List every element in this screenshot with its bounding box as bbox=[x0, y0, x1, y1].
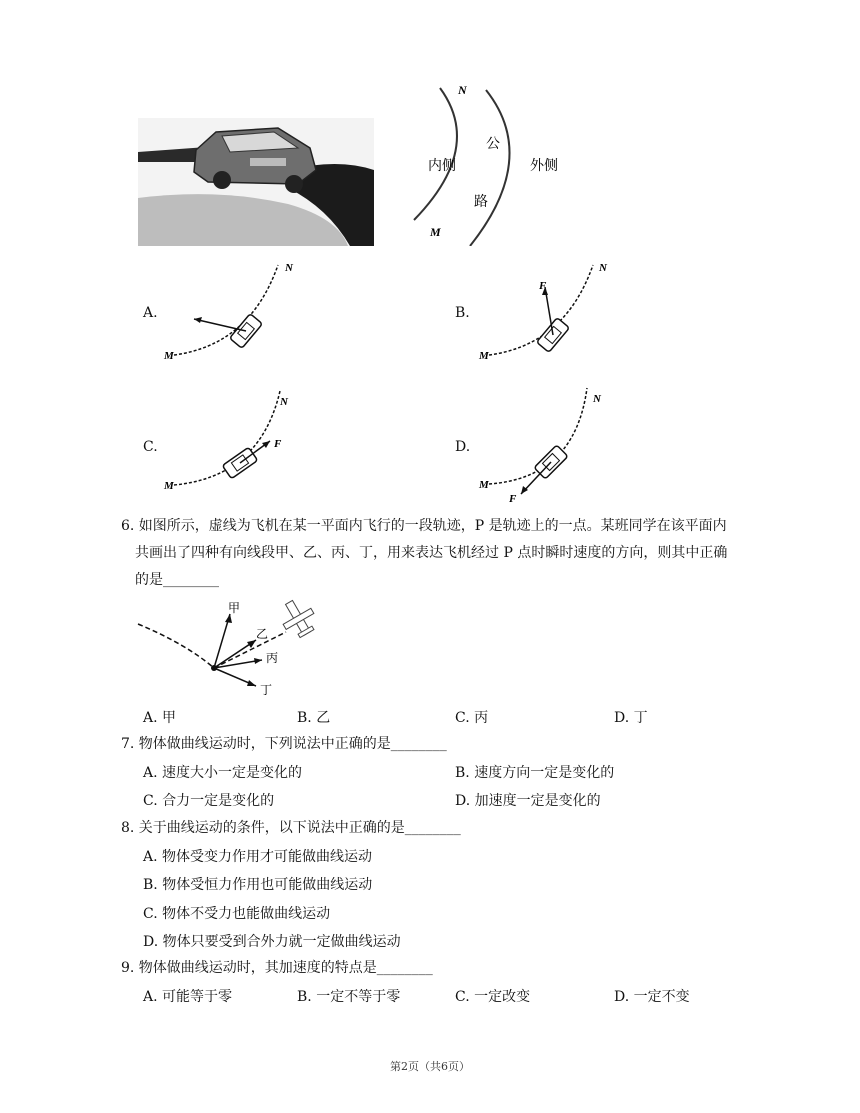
option-d-force: F bbox=[509, 493, 517, 505]
road-n-label: N bbox=[458, 83, 467, 97]
q9-option-d: D. 一定不变 bbox=[614, 989, 690, 1005]
road-inner-label: 内侧 bbox=[428, 159, 456, 174]
q8-option-c: C. 物体不受力也能做曲线运动 bbox=[143, 906, 331, 922]
option-b-force: F bbox=[539, 280, 547, 292]
page-footer: 第2页（共6页） bbox=[390, 1060, 470, 1073]
option-b-m: M bbox=[479, 350, 489, 362]
q6-option-a: A. 甲 bbox=[143, 710, 177, 726]
option-d-m: M bbox=[479, 479, 489, 491]
option-a-m: M bbox=[164, 350, 174, 362]
q6-figure bbox=[136, 598, 336, 700]
road-outer-label: 外侧 bbox=[530, 159, 558, 174]
q7-option-b: B. 速度方向一定是变化的 bbox=[455, 765, 615, 781]
q6-option-b: B. 乙 bbox=[297, 710, 331, 726]
q9-option-a: A. 可能等于零 bbox=[143, 989, 233, 1005]
q6-bing-label: 丙 bbox=[266, 651, 279, 665]
option-c-label: C. bbox=[143, 439, 158, 455]
q8-option-a: A. 物体受变力作用才可能做曲线运动 bbox=[143, 849, 373, 865]
option-c-figure bbox=[160, 385, 310, 495]
road-diagram bbox=[410, 78, 570, 246]
option-c-n: N bbox=[280, 396, 288, 408]
q7-option-c: C. 合力一定是变化的 bbox=[143, 793, 275, 809]
q7-option-d: D. 加速度一定是变化的 bbox=[455, 793, 601, 809]
q9-option-c: C. 一定改变 bbox=[455, 989, 531, 1005]
q6-stem-line3: 的是________ bbox=[135, 572, 219, 588]
q6-option-c: C. 丙 bbox=[455, 710, 489, 726]
option-d-label: D. bbox=[455, 439, 471, 455]
q6-jia-label: 甲 bbox=[228, 601, 241, 615]
option-a-n: N bbox=[285, 262, 293, 274]
option-a-label: A. bbox=[143, 305, 158, 321]
option-b-n: N bbox=[599, 262, 607, 274]
q7-option-a: A. 速度大小一定是变化的 bbox=[143, 765, 303, 781]
q8-option-b: B. 物体受恒力作用也可能做曲线运动 bbox=[143, 877, 373, 893]
option-a-figure bbox=[160, 255, 310, 365]
option-d-figure bbox=[475, 380, 625, 506]
road-lu-label: 路 bbox=[474, 195, 488, 210]
q9-option-b: B. 一定不等于零 bbox=[297, 989, 401, 1005]
car-photo bbox=[138, 118, 374, 246]
q6-option-d: D. 丁 bbox=[614, 710, 648, 726]
option-c-m: M bbox=[164, 480, 174, 492]
q8-option-d: D. 物体只要受到合外力就一定做曲线运动 bbox=[143, 934, 401, 950]
option-b-figure bbox=[475, 255, 625, 373]
road-gong-label: 公 bbox=[486, 137, 500, 152]
q7-stem: 7. 物体做曲线运动时，下列说法中正确的是________ bbox=[121, 736, 447, 752]
option-b-label: B. bbox=[455, 305, 470, 321]
q9-stem: 9. 物体做曲线运动时，其加速度的特点是________ bbox=[121, 960, 433, 976]
road-m-label: M bbox=[430, 225, 441, 239]
q6-yi-label: 乙 bbox=[256, 627, 269, 641]
q8-stem: 8. 关于曲线运动的条件，以下说法中正确的是________ bbox=[121, 820, 461, 836]
q6-stem-line2: 共画出了四种有向线段甲、乙、丙、丁，用来表达飞机经过 P 点时瞬时速度的方向，则其中正确 bbox=[135, 545, 728, 561]
option-c-force: F bbox=[274, 438, 282, 450]
option-d-n: N bbox=[593, 393, 601, 405]
airplane-icon bbox=[275, 598, 321, 642]
q6-stem-line1: 6. 如图所示，虚线为飞机在某一平面内飞行的一段轨迹，P 是轨迹上的一点。某班同学在该平面内 bbox=[121, 518, 727, 534]
q6-ding-label: 丁 bbox=[260, 683, 273, 697]
